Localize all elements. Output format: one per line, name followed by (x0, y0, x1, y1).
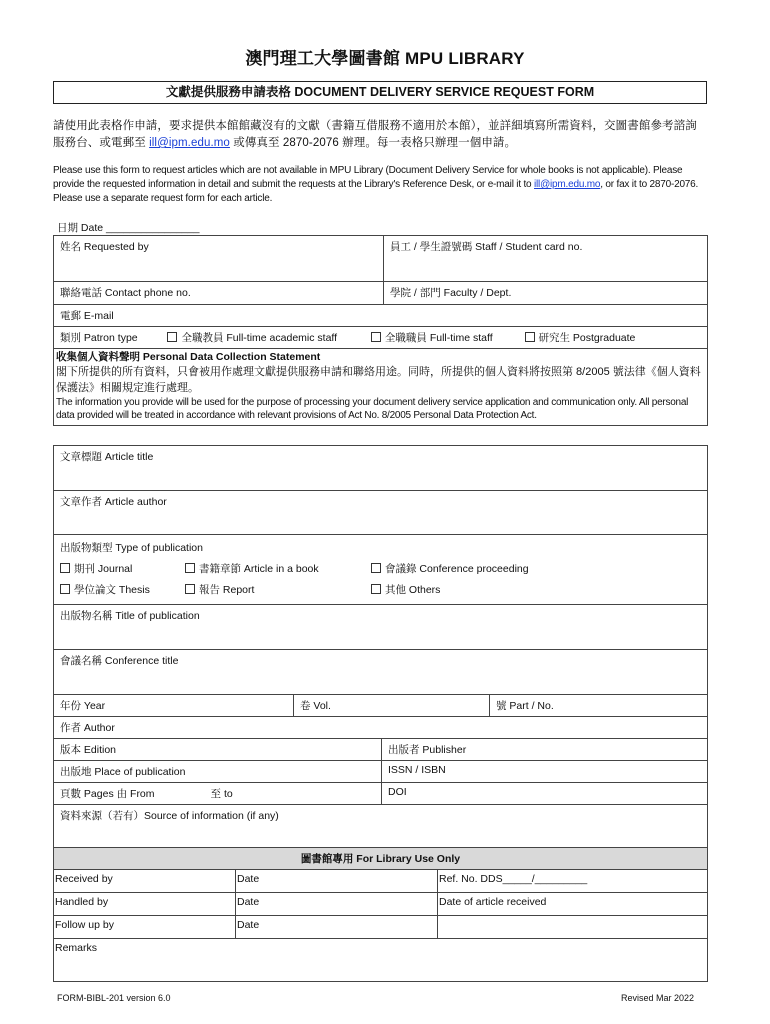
ref-no-field: Ref. No. DDS_____/_________ (438, 870, 708, 893)
staff-card-field[interactable]: 員工 / 學生證號碼 Staff / Student card no. (384, 236, 708, 282)
faculty-field[interactable]: 學院 / 部門 Faculty / Dept. (384, 282, 708, 305)
volume-field[interactable]: 卷 Vol. (294, 695, 490, 717)
checkbox-thesis[interactable] (60, 584, 70, 594)
checkbox-postgraduate[interactable] (525, 332, 535, 342)
privacy-statement (54, 349, 708, 426)
checkbox-conference[interactable] (371, 563, 381, 573)
publisher-field[interactable]: 出版者 Publisher (382, 739, 708, 761)
checkbox-report[interactable] (185, 584, 195, 594)
received-date-field: Date (236, 870, 438, 893)
date-field[interactable]: 日期 Date ________________ (57, 222, 200, 234)
source-field[interactable]: 資料來源（若有）Source of information (if any) (54, 805, 708, 851)
checkbox-full-time-staff[interactable] (371, 332, 381, 342)
revision-date: Revised Mar 2022 (620, 993, 694, 1003)
checkbox-book-article[interactable] (185, 563, 195, 573)
page-title: 澳門理工大學圖書館 MPU LIBRARY (245, 49, 525, 68)
doi-field[interactable]: DOI (382, 783, 708, 805)
pages-field[interactable]: 頁數 Pages 由 From 至 to (54, 783, 382, 805)
email-field[interactable]: 電郵 E-mail (54, 305, 708, 327)
checkbox-others[interactable] (371, 584, 381, 594)
conference-title-field[interactable]: 會議名稱 Conference title (54, 650, 708, 695)
library-use-table (53, 847, 708, 982)
checkbox-academic-staff[interactable] (167, 332, 177, 342)
follow-up-by-field: Follow up by (54, 916, 236, 939)
handled-date-field: Date (236, 893, 438, 916)
requester-table (53, 235, 708, 426)
follow-up-date-field: Date (236, 916, 438, 939)
article-title-field[interactable]: 文章標題 Article title (54, 446, 708, 491)
remarks-field: Remarks (54, 939, 708, 982)
author-field[interactable]: 作者 Author (54, 717, 708, 739)
patron-type-row: 類別 Patron type 全職教員 Full-time academic staff 全職職員 Full-time staff 研究生 Postgraduate (54, 327, 708, 349)
publication-title-field[interactable]: 出版物名稱 Title of publication (54, 605, 708, 650)
contact-phone-field[interactable]: 聯絡電話 Contact phone no. (54, 282, 384, 305)
place-field[interactable]: 出版地 Place of publication (54, 761, 382, 783)
checkbox-journal[interactable] (60, 563, 70, 573)
intro-english: Please use this form to request articles which are not available in MPU Library (Document Delivery Service for whole books is not applicable). Please provide the requested information in detail and submit the requests at the Library's Reference Desk, or e-mail it to ill@ipm.edu.mo, or fax it to 2870-2076. Please use a separate request form for each article. (53, 165, 699, 204)
email-link-en[interactable]: ill@ipm.edu.mo (534, 179, 601, 190)
library-use-header: 圖書館專用 For Library Use Only (54, 848, 708, 870)
year-field[interactable]: 年份 Year (54, 695, 294, 717)
handled-by-field: Handled by (54, 893, 236, 916)
requested-by-field[interactable]: 姓名 Requested by (54, 236, 384, 282)
statement-zh: 閣下所提供的所有資料，只會被用作處理文獻提供服務申請和聯絡用途。同時，所提供的個人資料將按照第 8/2005 號法律《個人資料保護法》相關規定進行處理。 (56, 366, 701, 394)
email-link-zh[interactable]: ill@ipm.edu.mo (149, 137, 230, 149)
received-by-field: Received by (54, 870, 236, 893)
intro-chinese: 請使用此表格作申請，要求提供本館館藏沒有的文獻（書籍互借服務不適用於本館），並詳細填寫所需資料，交圖書館參考諮詢服務台、或電郵至 ill@ipm.edu.mo 或傳真至 2870-2076 辦理。每一表格只辦理一個申請。 (53, 120, 697, 149)
form-version: FORM-BIBL-201 version 6.0 (57, 993, 171, 1003)
article-author-field[interactable]: 文章作者 Article author (54, 491, 708, 535)
date-article-received-field: Date of article received (438, 893, 708, 916)
form-title: 文獻提供服務申請表格 DOCUMENT DELIVERY SERVICE REQUEST FORM (53, 81, 707, 104)
edition-field[interactable]: 版本 Edition (54, 739, 382, 761)
issn-field[interactable]: ISSN / ISBN (382, 761, 708, 783)
statement-en: The information you provide will be used for the purpose of processing your document delivery service application and communication only. All personal data provided will be treated in accordance with relevant provisions of Act No. 8/2005 Personal Data Protection Act. (56, 397, 689, 421)
part-field[interactable]: 號 Part / No. (490, 695, 708, 717)
statement-title: 收集個人資料聲明 Personal Data Collection Statement (56, 351, 321, 363)
article-table (53, 445, 708, 851)
patron-type-label: 類別 Patron type (60, 332, 138, 344)
blank-cell (438, 916, 708, 939)
publication-type-label: 出版物類型 Type of publication (60, 542, 203, 554)
publication-type-cell: 出版物類型 Type of publication 期刊 Journal 書籍章節 Article in a book 會議錄 Conference proceeding 學位論文 Thesis 報告 Report 其他 Others (54, 535, 708, 605)
